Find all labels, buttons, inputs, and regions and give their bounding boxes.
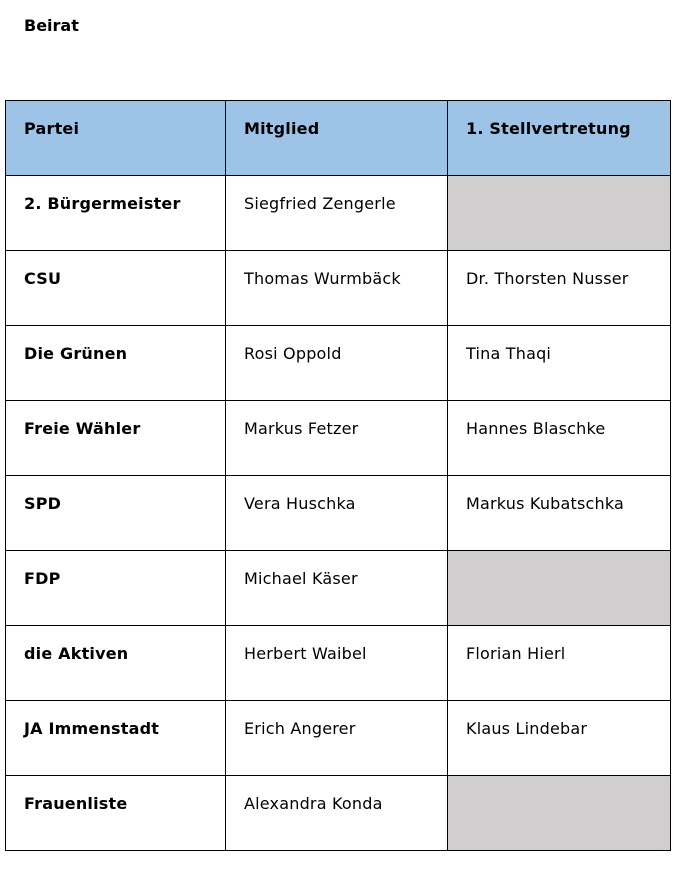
party-cell: CSU: [6, 251, 226, 326]
column-header-partei: Partei: [6, 101, 226, 176]
party-cell: FDP: [6, 551, 226, 626]
table-header-row: [6, 101, 671, 176]
party-cell: SPD: [6, 476, 226, 551]
table-row: [6, 251, 671, 326]
party-cell: Die Grünen: [6, 326, 226, 401]
deputy-cell-empty: [448, 176, 671, 251]
table-row: [6, 401, 671, 476]
party-cell: Freie Wähler: [6, 401, 226, 476]
table-row: [6, 476, 671, 551]
deputy-cell: Klaus Lindebar: [448, 701, 671, 776]
page-title: Beirat: [24, 16, 79, 35]
table-row: [6, 626, 671, 701]
party-cell: JA Immenstadt: [6, 701, 226, 776]
deputy-cell: Florian Hierl: [448, 626, 671, 701]
deputy-cell: Hannes Blaschke: [448, 401, 671, 476]
deputy-cell: Dr. Thorsten Nusser: [448, 251, 671, 326]
column-header-mitglied: Mitglied: [226, 101, 448, 176]
table-row: [6, 176, 671, 251]
table-row: [6, 326, 671, 401]
table-row: [6, 551, 671, 626]
party-cell: Frauenliste: [6, 776, 226, 851]
member-cell: Siegfried Zengerle: [226, 176, 448, 251]
deputy-cell-empty: [448, 776, 671, 851]
member-cell: Erich Angerer: [226, 701, 448, 776]
deputy-cell-empty: [448, 551, 671, 626]
beirat-table: [5, 100, 671, 851]
member-cell: Alexandra Konda: [226, 776, 448, 851]
member-cell: Rosi Oppold: [226, 326, 448, 401]
table-row: [6, 701, 671, 776]
member-cell: Markus Fetzer: [226, 401, 448, 476]
member-cell: Michael Käser: [226, 551, 448, 626]
party-cell: 2. Bürgermeister: [6, 176, 226, 251]
deputy-cell: Tina Thaqi: [448, 326, 671, 401]
member-cell: Vera Huschka: [226, 476, 448, 551]
party-cell: die Aktiven: [6, 626, 226, 701]
column-header-stellvertretung: 1. Stellvertretung: [448, 101, 671, 176]
member-cell: Thomas Wurmbäck: [226, 251, 448, 326]
member-cell: Herbert Waibel: [226, 626, 448, 701]
table-row: [6, 776, 671, 851]
deputy-cell: Markus Kubatschka: [448, 476, 671, 551]
